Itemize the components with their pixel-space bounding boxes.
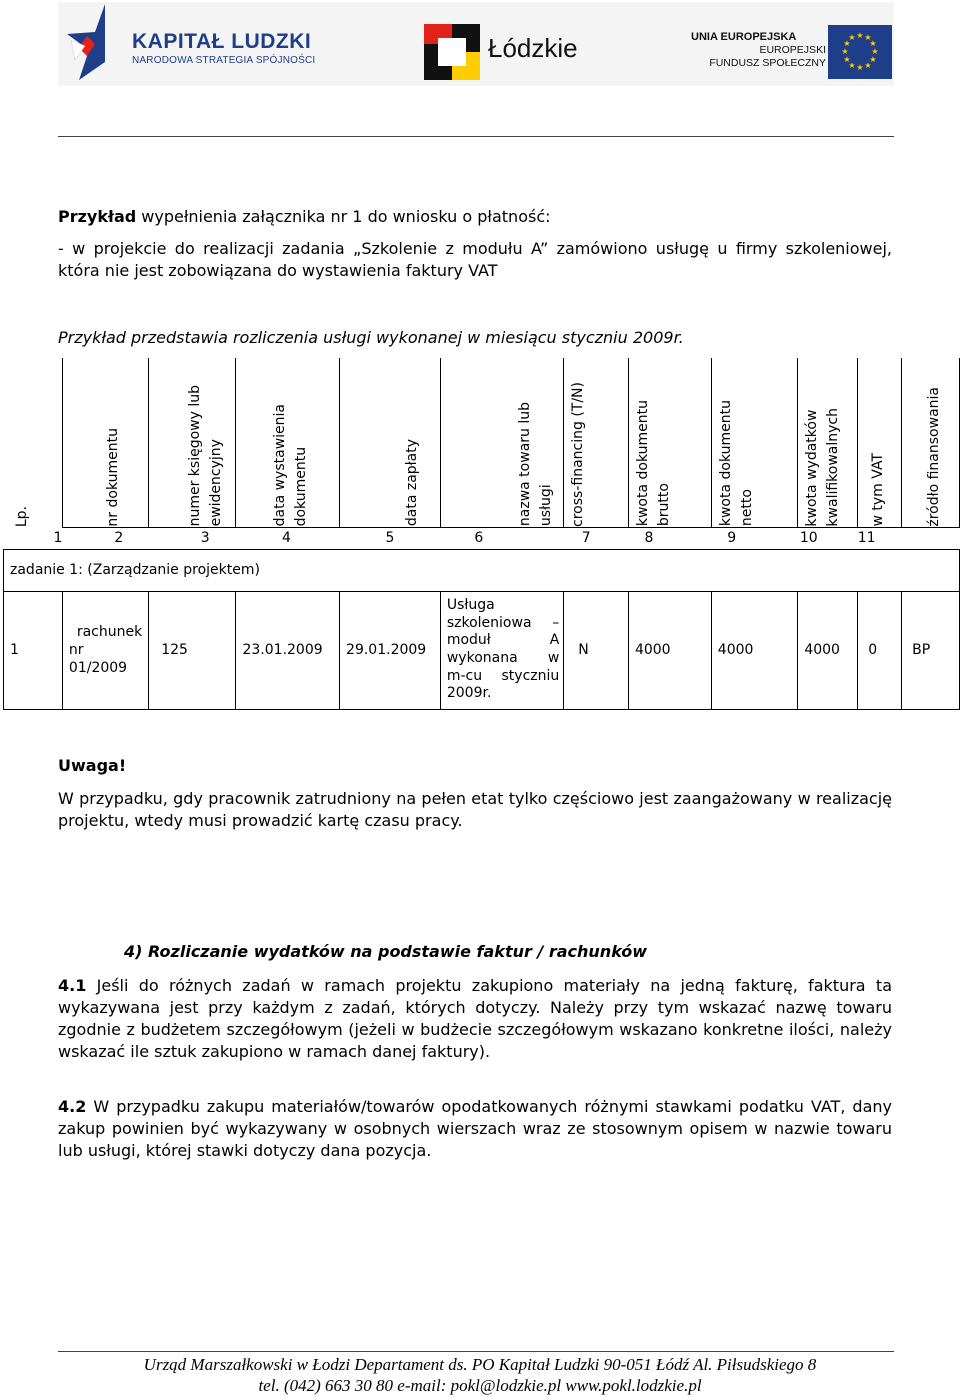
number-cell [902,527,960,549]
header-net [711,358,798,527]
eu-flag-icon [828,25,892,79]
header-net-line1: kwota dokumentu [717,400,734,527]
header-issue-line2: dokumentu [293,447,310,527]
row-issue-date: 23.01.2009 [236,591,340,709]
section4-paragraph2 [58,1096,892,1162]
row-eligible: 4000 [798,591,858,709]
row-net: 4000 [711,591,798,709]
number-cell: 8 [644,530,654,546]
header-issue-date [236,358,340,527]
row-cross-financing: N [564,591,629,709]
task-label: zadanie 1: (Zarządzanie projektem) [4,549,960,591]
section4-p1-text: Jeśli do różnych zadań w ramach projektu zakupiono materiały na jedną fakturę, faktura ta wykazywana jest przy każdym z zadań, których dotyczy. Należy przy tym wskazać nazwę towaru zgodnie z budżetem szczegółowym (jeżeli w budżecie szczegółowym wskazano konkretne ilości, należy wskazać ile sztuk zakupiono w ramach danej faktury). [58,976,892,1061]
svg-text:★: ★ [869,39,877,48]
header-payment-date: data zapłaty [340,358,441,527]
header-ledger-line2: ewidencyjny [208,439,225,527]
lodzkie-logo-text: Łódzkie [488,33,578,63]
header-ledger-line1: numer księgowy lub [187,385,204,527]
header-doc-number: nr dokumentu [62,358,148,527]
svg-text:★: ★ [841,47,849,56]
kapital-ludzki-title: KAPITAŁ LUDZKI [132,30,312,53]
section4-p2-number: 4.2 [58,1097,87,1116]
number-cell: 9 [727,530,737,546]
row-payment-date: 29.01.2009 [340,591,441,709]
table-number-row [4,527,960,549]
svg-text:★: ★ [848,61,856,70]
number-cell: 6 [474,530,484,546]
svg-text:★: ★ [843,55,851,64]
number-cell: 7 [581,530,591,546]
section4-heading: 4) Rozliczanie wydatków na podstawie faktur / rachunków [124,942,648,961]
svg-text:★: ★ [864,33,872,42]
intro-heading-rest: wypełnienia załącznika nr 1 do wniosku o płatność: [136,207,551,226]
number-cell: 11 [857,530,876,546]
header-gross [628,358,711,527]
row-ledger-number: 125 [149,591,236,709]
header-divider [58,136,894,137]
row-item-name: Usługa szkoleniowa – moduł A wykonana w m-cu styczniu 2009r. [440,591,563,709]
svg-text:★: ★ [843,39,851,48]
svg-text:★: ★ [856,63,864,72]
eu-logo-line1: EUROPEJSKI [759,44,826,56]
svg-text:★: ★ [869,55,877,64]
eu-logo-subtitle [709,44,826,70]
table-header-row [4,358,960,527]
lodzkie-logo-icon [424,24,480,80]
row-doc-number: rachunek nr 01/2009 [62,591,148,709]
header-gross-line1: kwota dokumentu [634,400,651,527]
kapital-ludzki-subtitle: NARODOWA STRATEGIA SPÓJNOŚCI [132,55,316,66]
header-vat: w tym VAT [858,358,902,527]
kapital-ludzki-star-icon [65,4,113,82]
svg-text:★: ★ [848,33,856,42]
note-text: W przypadku, gdy pracownik zatrudniony na pełen etat tylko częściowo jest zaangażowany w realizację projektu, wtedy musi prowadzić kartę czasu pracy. [58,789,892,830]
row-lp: 1 [4,591,63,709]
section4-p2-text: W przypadku zakupu materiałów/towarów opodatkowanych różnymi stawkami podatku VAT, dany zakup powinien być wykazywany w osobnych wierszach wraz ze stosownym opisem w nazwie towaru lub usługi, której stawki dotyczy dana pozycja. [58,1097,892,1160]
number-cell: 10 [799,530,818,546]
number-cell: 3 [200,530,210,546]
header-lp: Lp. [13,505,30,527]
header-eligible [798,358,858,527]
number-cell: 5 [385,530,395,546]
svg-text:★: ★ [871,47,879,56]
number-cell: 1 [53,529,63,546]
header-eligible-line1: kwota wydatków [804,409,821,527]
section4-p1-number: 4.1 [58,976,87,995]
svg-text:★: ★ [856,31,864,40]
number-cell: 2 [114,530,124,546]
eu-logo-title: UNIA EUROPEJSKA [691,31,797,43]
header-cross-financing: cross-financing (T/N) [564,358,629,527]
header-net-line2: netto [738,489,755,527]
intro-heading-bold: Przykład [58,207,137,226]
header-ledger-number [149,358,236,527]
example-note: Przykład przedstawia rozliczenia usługi wykonanej w miesiącu styczniu 2009r. [58,328,684,347]
section4-paragraph1 [58,975,892,1063]
row-vat: 0 [858,591,902,709]
note-title: Uwaga! [58,756,127,775]
payment-attachment-table [3,358,960,710]
header-item-line1: nazwa towaru lub [516,402,533,527]
header-item-line2: usługi [537,484,554,527]
svg-text:★: ★ [864,61,872,70]
intro-paragraph: - w projekcie do realizacji zadania „Szkolenie z modułu A” zamówiono usługę u firmy szkoleniowej, która nie jest zobowiązana do wystawienia faktury VAT [58,239,892,280]
intro-heading [58,206,551,228]
footer-divider [58,1351,894,1352]
row-gross: 4000 [628,591,711,709]
header-item-name [440,358,563,527]
header-gross-line2: brutto [655,483,672,527]
footer-address: Urząd Marszałkowski w Łodzi Departament ds. PO Kapitał Ludzki 90-051 Łódź Al. Piłsudskiego 8 [143,1355,817,1374]
table-row [4,591,960,709]
header-issue-line1: data wystawienia [272,404,289,527]
number-cell: 4 [281,530,291,546]
footer-contact: tel. (042) 663 30 80 e-mail: pokl@lodzkie.pl www.pokl.lodzkie.pl [258,1376,702,1395]
row-source: BP [902,591,960,709]
task-row [4,549,960,591]
header-source: źródło finansowania [902,358,960,527]
eu-logo-line2: FUNDUSZ SPOŁECZNY [709,57,826,69]
header-eligible-line2: kwalifikowalnych [825,407,842,527]
